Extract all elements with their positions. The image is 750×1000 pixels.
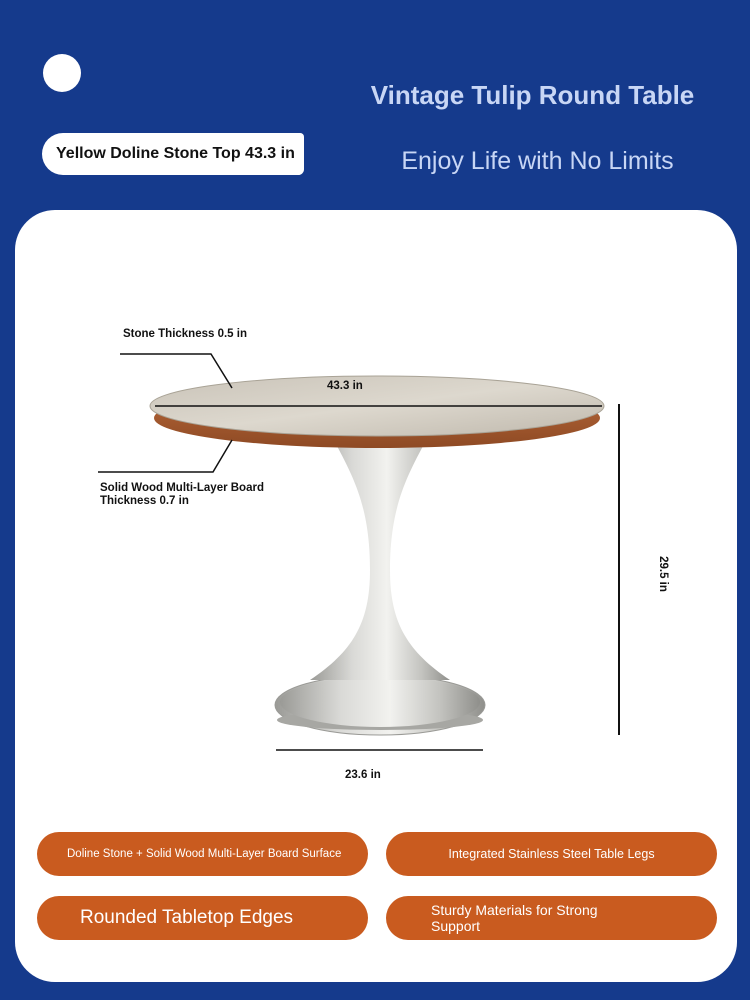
feature-pill: Sturdy Materials for Strong Support (386, 896, 717, 940)
stone-top-tag: Yellow Doline Stone Top 43.3 in (42, 133, 304, 175)
decorative-dot (43, 54, 81, 92)
table-pedestal (310, 446, 450, 680)
board-thickness-label: Solid Wood Multi-Layer Board Thickness 0.7 in (100, 482, 264, 507)
base-width-label: 23.6 in (345, 769, 381, 781)
product-title: Vintage Tulip Round Table (370, 80, 695, 110)
stone-thickness-label: Stone Thickness 0.5 in (123, 328, 247, 340)
product-tagline: Enjoy Life with No Limits (401, 147, 674, 175)
height-label: 29.5 in (657, 556, 669, 592)
feature-pill: Doline Stone + Solid Wood Multi-Layer Board Surface (37, 832, 368, 876)
diameter-label: 43.3 in (327, 380, 363, 392)
feature-pill: Rounded Tabletop Edges (37, 896, 368, 940)
feature-pill: Integrated Stainless Steel Table Legs (386, 832, 717, 876)
